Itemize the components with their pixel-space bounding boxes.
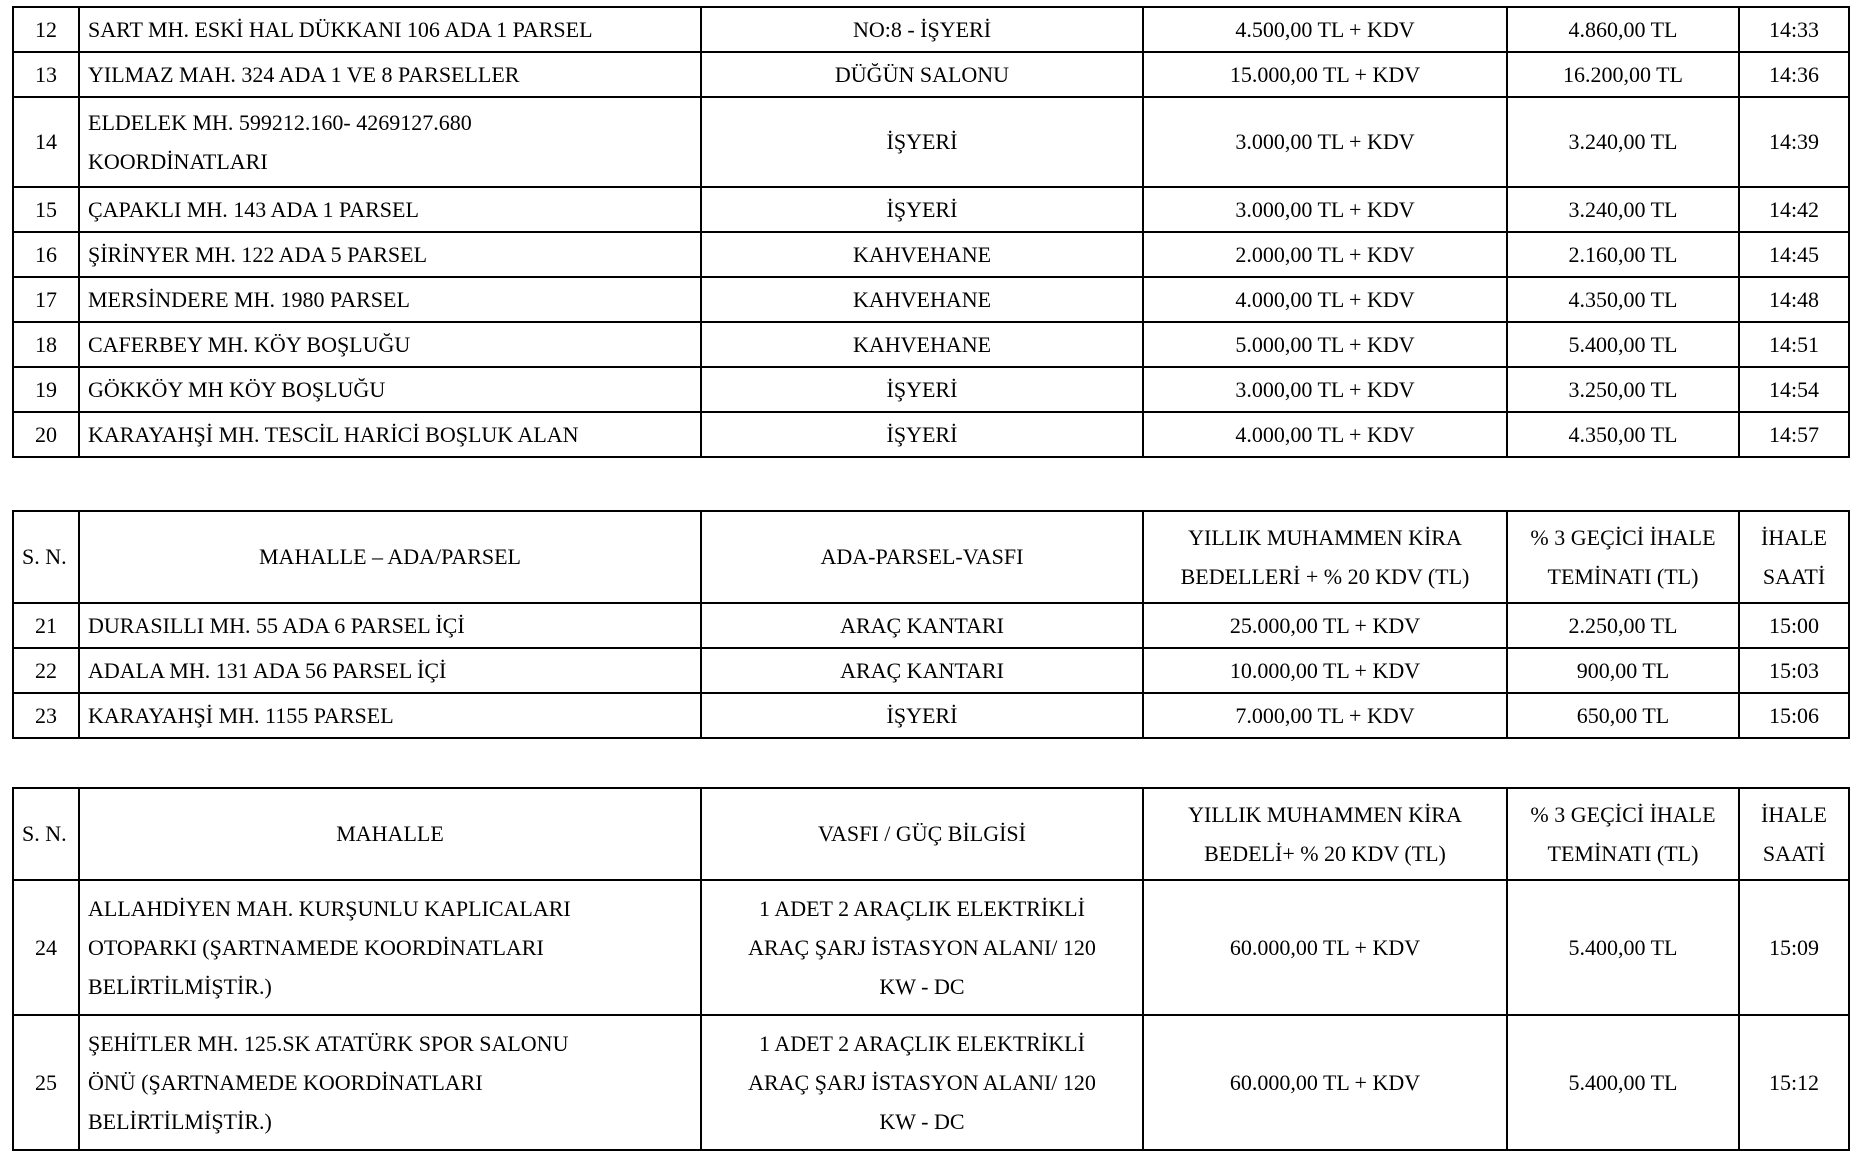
cell-mahalle: KARAYAHŞİ MH. TESCİL HARİCİ BOŞLUK ALAN bbox=[79, 412, 701, 457]
cell-teminat: 2.250,00 TL bbox=[1507, 603, 1739, 648]
cell-kira: 3.000,00 TL + KDV bbox=[1143, 367, 1507, 412]
cell-kira: 4.500,00 TL + KDV bbox=[1143, 7, 1507, 52]
cell-ihale-saati: 14:45 bbox=[1739, 232, 1849, 277]
table-header-row bbox=[13, 788, 1849, 880]
cell-mahalle: YILMAZ MAH. 324 ADA 1 VE 8 PARSELLER bbox=[79, 52, 701, 97]
table-row bbox=[13, 52, 1849, 97]
cell-vasfi bbox=[701, 1015, 1143, 1150]
cell-serial-number: 14 bbox=[13, 97, 79, 187]
cell-teminat: 650,00 TL bbox=[1507, 693, 1739, 738]
cell-kira: 4.000,00 TL + KDV bbox=[1143, 277, 1507, 322]
cell-ihale-saati: 14:42 bbox=[1739, 187, 1849, 232]
cell-teminat: 5.400,00 TL bbox=[1507, 880, 1739, 1015]
cell-teminat: 3.250,00 TL bbox=[1507, 367, 1739, 412]
text-line: % 3 GEÇİCİ İHALE bbox=[1530, 802, 1716, 827]
cell-teminat: 3.240,00 TL bbox=[1507, 187, 1739, 232]
rental-table-items-12-20 bbox=[12, 6, 1850, 458]
cell-ihale-saati: 14:39 bbox=[1739, 97, 1849, 187]
cell-teminat: 4.350,00 TL bbox=[1507, 412, 1739, 457]
cell-ihale-saati: 15:00 bbox=[1739, 603, 1849, 648]
cell-vasfi: İŞYERİ bbox=[701, 412, 1143, 457]
rental-table-items-24-25 bbox=[12, 787, 1850, 1151]
header-vasfi: ADA-PARSEL-VASFI bbox=[701, 511, 1143, 603]
table-row bbox=[13, 412, 1849, 457]
cell-mahalle: SART MH. ESKİ HAL DÜKKANI 106 ADA 1 PARSEL bbox=[79, 7, 701, 52]
cell-vasfi: ARAÇ KANTARI bbox=[701, 648, 1143, 693]
cell-ihale-saati: 14:36 bbox=[1739, 52, 1849, 97]
cell-vasfi: DÜĞÜN SALONU bbox=[701, 52, 1143, 97]
table-row bbox=[13, 97, 1849, 187]
cell-kira: 7.000,00 TL + KDV bbox=[1143, 693, 1507, 738]
header-teminat bbox=[1507, 788, 1739, 880]
cell-mahalle: DURASILLI MH. 55 ADA 6 PARSEL İÇİ bbox=[79, 603, 701, 648]
cell-mahalle bbox=[79, 97, 701, 187]
cell-ihale-saati: 14:51 bbox=[1739, 322, 1849, 367]
cell-serial-number: 25 bbox=[13, 1015, 79, 1150]
text-line: OTOPARKI (ŞARTNAMEDE KOORDİNATLARI bbox=[88, 935, 544, 960]
text-line: BEDELİ+ % 20 KDV (TL) bbox=[1204, 841, 1446, 866]
text-line: % 3 GEÇİCİ İHALE bbox=[1530, 525, 1716, 550]
cell-kira: 10.000,00 TL + KDV bbox=[1143, 648, 1507, 693]
cell-serial-number: 17 bbox=[13, 277, 79, 322]
text-line: ARAÇ ŞARJ İSTASYON ALANI/ 120 bbox=[748, 935, 1096, 960]
cell-vasfi: KAHVEHANE bbox=[701, 232, 1143, 277]
text-line: ALLAHDİYEN MAH. KURŞUNLU KAPLICALARI bbox=[88, 896, 571, 921]
cell-kira: 60.000,00 TL + KDV bbox=[1143, 1015, 1507, 1150]
header-mahalle: MAHALLE bbox=[79, 788, 701, 880]
text-line: ÖNÜ (ŞARTNAMEDE KOORDİNATLARI bbox=[88, 1070, 483, 1095]
cell-teminat: 3.240,00 TL bbox=[1507, 97, 1739, 187]
cell-vasfi: KAHVEHANE bbox=[701, 322, 1143, 367]
text-line: İHALE bbox=[1761, 802, 1827, 827]
cell-vasfi: KAHVEHANE bbox=[701, 277, 1143, 322]
rental-table-items-21-23 bbox=[12, 510, 1850, 739]
cell-vasfi: NO:8 - İŞYERİ bbox=[701, 7, 1143, 52]
cell-serial-number: 20 bbox=[13, 412, 79, 457]
header-serial-number: S. N. bbox=[13, 788, 79, 880]
text-line: KOORDİNATLARI bbox=[88, 149, 268, 174]
cell-mahalle: ÇAPAKLI MH. 143 ADA 1 PARSEL bbox=[79, 187, 701, 232]
table-row bbox=[13, 693, 1849, 738]
text-line: BELİRTİLMİŞTİR.) bbox=[88, 1109, 272, 1134]
table-row bbox=[13, 1015, 1849, 1150]
text-line: SAATİ bbox=[1762, 564, 1826, 589]
header-ihale-saati bbox=[1739, 511, 1849, 603]
cell-vasfi: İŞYERİ bbox=[701, 367, 1143, 412]
cell-teminat: 4.350,00 TL bbox=[1507, 277, 1739, 322]
cell-serial-number: 18 bbox=[13, 322, 79, 367]
cell-teminat: 4.860,00 TL bbox=[1507, 7, 1739, 52]
header-ihale-saati bbox=[1739, 788, 1849, 880]
cell-teminat: 5.400,00 TL bbox=[1507, 1015, 1739, 1150]
cell-ihale-saati: 14:48 bbox=[1739, 277, 1849, 322]
text-line: BEDELLERİ + % 20 KDV (TL) bbox=[1180, 564, 1470, 589]
cell-teminat: 2.160,00 TL bbox=[1507, 232, 1739, 277]
table-row bbox=[13, 367, 1849, 412]
cell-teminat: 5.400,00 TL bbox=[1507, 322, 1739, 367]
cell-mahalle: ŞİRİNYER MH. 122 ADA 5 PARSEL bbox=[79, 232, 701, 277]
table-row bbox=[13, 880, 1849, 1015]
table-row bbox=[13, 648, 1849, 693]
table-row bbox=[13, 322, 1849, 367]
cell-vasfi: İŞYERİ bbox=[701, 693, 1143, 738]
text-line: BELİRTİLMİŞTİR.) bbox=[88, 974, 272, 999]
cell-ihale-saati: 15:12 bbox=[1739, 1015, 1849, 1150]
cell-vasfi bbox=[701, 880, 1143, 1015]
text-line: ELDELEK MH. 599212.160- 4269127.680 bbox=[88, 110, 472, 135]
cell-mahalle: ADALA MH. 131 ADA 56 PARSEL İÇİ bbox=[79, 648, 701, 693]
cell-ihale-saati: 15:09 bbox=[1739, 880, 1849, 1015]
cell-teminat: 900,00 TL bbox=[1507, 648, 1739, 693]
cell-kira: 15.000,00 TL + KDV bbox=[1143, 52, 1507, 97]
text-line: TEMİNATI (TL) bbox=[1547, 841, 1699, 866]
table-row bbox=[13, 232, 1849, 277]
text-line: 1 ADET 2 ARAÇLIK ELEKTRİKLİ bbox=[759, 896, 1085, 921]
table-row bbox=[13, 187, 1849, 232]
cell-vasfi: İŞYERİ bbox=[701, 97, 1143, 187]
cell-serial-number: 24 bbox=[13, 880, 79, 1015]
cell-serial-number: 13 bbox=[13, 52, 79, 97]
cell-vasfi: ARAÇ KANTARI bbox=[701, 603, 1143, 648]
table-row bbox=[13, 603, 1849, 648]
text-line: TEMİNATI (TL) bbox=[1547, 564, 1699, 589]
cell-serial-number: 21 bbox=[13, 603, 79, 648]
cell-serial-number: 15 bbox=[13, 187, 79, 232]
header-serial-number: S. N. bbox=[13, 511, 79, 603]
header-mahalle: MAHALLE – ADA/PARSEL bbox=[79, 511, 701, 603]
header-kira bbox=[1143, 788, 1507, 880]
cell-kira: 60.000,00 TL + KDV bbox=[1143, 880, 1507, 1015]
cell-mahalle: KARAYAHŞİ MH. 1155 PARSEL bbox=[79, 693, 701, 738]
cell-kira: 4.000,00 TL + KDV bbox=[1143, 412, 1507, 457]
cell-serial-number: 23 bbox=[13, 693, 79, 738]
cell-kira: 5.000,00 TL + KDV bbox=[1143, 322, 1507, 367]
cell-mahalle bbox=[79, 1015, 701, 1150]
cell-ihale-saati: 14:54 bbox=[1739, 367, 1849, 412]
cell-serial-number: 19 bbox=[13, 367, 79, 412]
cell-kira: 25.000,00 TL + KDV bbox=[1143, 603, 1507, 648]
cell-serial-number: 22 bbox=[13, 648, 79, 693]
cell-vasfi: İŞYERİ bbox=[701, 187, 1143, 232]
table-header-row bbox=[13, 511, 1849, 603]
text-line: KW - DC bbox=[879, 1109, 965, 1134]
text-line: YILLIK MUHAMMEN KİRA bbox=[1188, 525, 1462, 550]
cell-ihale-saati: 15:06 bbox=[1739, 693, 1849, 738]
text-line: SAATİ bbox=[1762, 841, 1826, 866]
table-row bbox=[13, 7, 1849, 52]
text-line: ŞEHİTLER MH. 125.SK ATATÜRK SPOR SALONU bbox=[88, 1031, 569, 1056]
cell-ihale-saati: 15:03 bbox=[1739, 648, 1849, 693]
cell-kira: 3.000,00 TL + KDV bbox=[1143, 187, 1507, 232]
cell-ihale-saati: 14:33 bbox=[1739, 7, 1849, 52]
cell-mahalle: MERSİNDERE MH. 1980 PARSEL bbox=[79, 277, 701, 322]
cell-mahalle: CAFERBEY MH. KÖY BOŞLUĞU bbox=[79, 322, 701, 367]
text-line: 1 ADET 2 ARAÇLIK ELEKTRİKLİ bbox=[759, 1031, 1085, 1056]
header-teminat bbox=[1507, 511, 1739, 603]
header-kira bbox=[1143, 511, 1507, 603]
text-line: YILLIK MUHAMMEN KİRA bbox=[1188, 802, 1462, 827]
table-row bbox=[13, 277, 1849, 322]
text-line: KW - DC bbox=[879, 974, 965, 999]
cell-serial-number: 16 bbox=[13, 232, 79, 277]
cell-mahalle bbox=[79, 880, 701, 1015]
cell-serial-number: 12 bbox=[13, 7, 79, 52]
cell-kira: 3.000,00 TL + KDV bbox=[1143, 97, 1507, 187]
cell-teminat: 16.200,00 TL bbox=[1507, 52, 1739, 97]
cell-ihale-saati: 14:57 bbox=[1739, 412, 1849, 457]
text-line: ARAÇ ŞARJ İSTASYON ALANI/ 120 bbox=[748, 1070, 1096, 1095]
cell-kira: 2.000,00 TL + KDV bbox=[1143, 232, 1507, 277]
text-line: İHALE bbox=[1761, 525, 1827, 550]
cell-mahalle: GÖKKÖY MH KÖY BOŞLUĞU bbox=[79, 367, 701, 412]
header-vasfi: VASFI / GÜÇ BİLGİSİ bbox=[701, 788, 1143, 880]
